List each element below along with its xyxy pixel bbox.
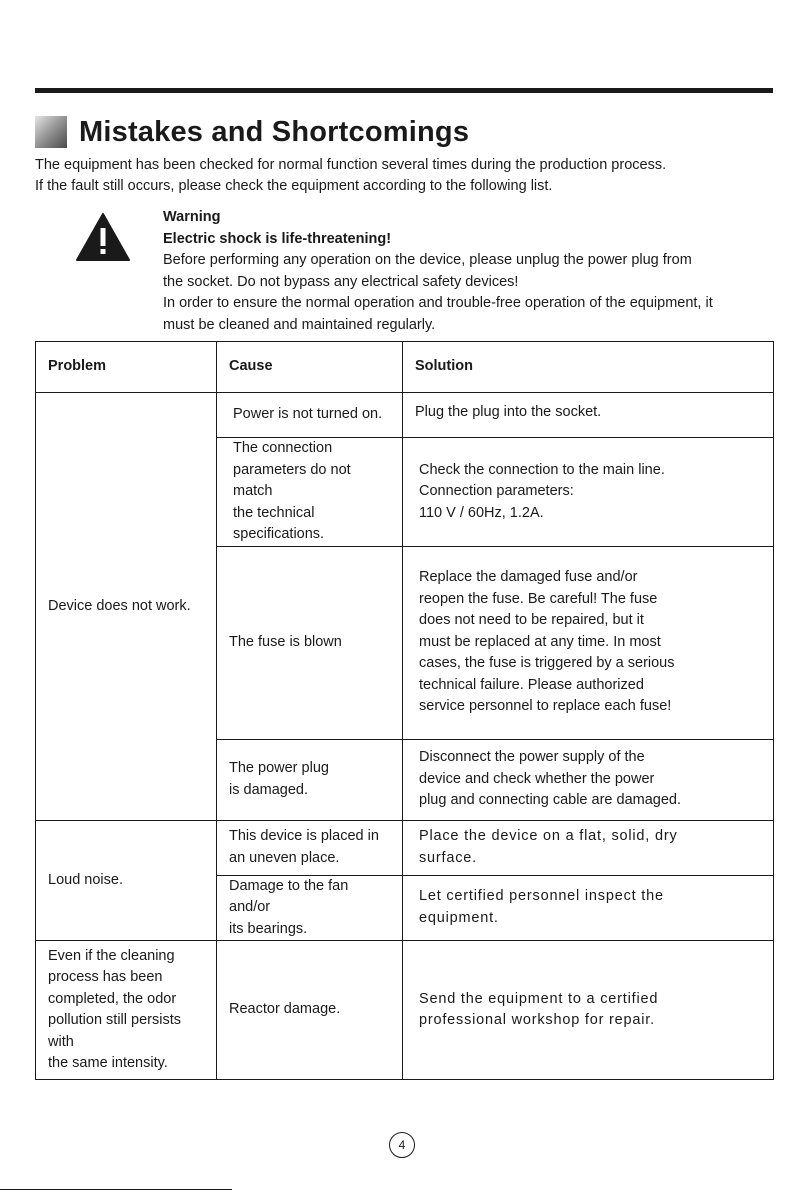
problem-line: completed, the odor [48, 990, 177, 1007]
intro-line-1: The equipment has been checked for normal function several times during the production process. [35, 157, 667, 173]
bottom-rule [0, 1189, 232, 1190]
cause-line: its bearings. [229, 920, 308, 937]
warning-line: must be cleaned and maintained regularly. [163, 316, 436, 333]
solution-cell [403, 820, 774, 875]
table-row [36, 393, 774, 438]
cause-line: Reactor damage. [229, 1001, 341, 1018]
cause-line: the technical [233, 504, 315, 521]
top-rule [35, 88, 773, 93]
cause-line: The power plug [229, 760, 329, 776]
solution-line: cases, the fuse is triggered by a serious [419, 655, 675, 672]
cause-line: The fuse is blown [229, 633, 342, 650]
solution-line: Check the connection to the main line. [419, 461, 665, 478]
problem-cell: Loud noise. [36, 820, 217, 941]
solution-line: must be replaced at any time. In most [419, 633, 661, 650]
solution-line: Connection parameters: [419, 483, 574, 499]
solution-cell [403, 875, 774, 941]
problem-line: the same intensity. [48, 1055, 168, 1071]
solution-line: reopen the fuse. Be careful! The fuse [419, 590, 658, 607]
cause-cell [217, 820, 403, 875]
solution-cell [403, 941, 774, 1080]
section-heading [35, 114, 469, 150]
cause-cell [217, 393, 403, 438]
cause-cell [217, 546, 403, 739]
solution-line: Place the device on a flat, solid, dry [419, 828, 678, 844]
table-row [36, 820, 774, 875]
solution-line: does not need to be repaired, but it [419, 612, 644, 629]
cause-line: The connection [233, 440, 333, 456]
cause-cell [217, 875, 403, 941]
problem-cell: Device does not work. [36, 393, 217, 821]
page-number: 4 [389, 1132, 415, 1158]
cause-line: Power is not turned on. [233, 406, 383, 423]
intro-line-2: If the fault still occurs, please check the equipment according to the following list. [35, 178, 553, 194]
problem-line: Even if the cleaning [48, 947, 175, 964]
header-solution: Solution [403, 342, 774, 393]
solution-line: 110 V / 60Hz, 1.2A. [419, 504, 544, 521]
warning-block [163, 207, 775, 336]
heading-square-icon [35, 116, 67, 148]
solution-line: surface. [419, 849, 477, 866]
warning-subheading: Electric shock is life-threatening! [163, 230, 392, 247]
cause-line: is damaged. [229, 781, 308, 798]
solution-line: Send the equipment to a certified [419, 990, 659, 1007]
warning-line: the socket. Do not bypass any electrical safety devices! [163, 273, 519, 290]
cause-line: Damage to the fan and/or [229, 877, 349, 915]
cause-cell [217, 438, 403, 547]
cause-cell [217, 941, 403, 1080]
cause-line: specifications. [233, 526, 325, 542]
header-cause: Cause [217, 342, 403, 393]
table-row [36, 941, 774, 1080]
problem-cell [36, 941, 217, 1080]
page-title: Mistakes and Shortcomings [79, 115, 470, 148]
solution-line: service personnel to replace each fuse! [419, 698, 672, 715]
solution-cell [403, 546, 774, 739]
cause-line: This device is placed in [229, 828, 379, 844]
solution-line: Plug the plug into the socket. [415, 404, 602, 420]
warning-line: In order to ensure the normal operation and trouble-free operation of the equipment, it [163, 295, 713, 311]
solution-line: equipment. [419, 909, 499, 926]
solution-line: device and check whether the power [419, 770, 655, 787]
warning-line: Before performing any operation on the device, please unplug the power plug from [163, 252, 692, 268]
solution-line: Replace the damaged fuse and/or [419, 569, 638, 586]
solution-cell [403, 393, 774, 438]
cause-line: an uneven place. [229, 849, 340, 866]
problem-line: pollution still persists with [48, 1012, 181, 1050]
troubleshooting-table [35, 341, 774, 1080]
cause-line: parameters do not match [233, 461, 351, 499]
solution-line: Let certified personnel inspect the [419, 888, 664, 905]
solution-cell [403, 739, 774, 820]
warning-triangle-icon [75, 212, 131, 262]
cause-cell [217, 739, 403, 820]
table-header-row [36, 342, 774, 393]
problem-line: process has been [48, 969, 163, 985]
solution-line: plug and connecting cable are damaged. [419, 792, 681, 809]
warning-heading: Warning [163, 209, 221, 225]
solution-cell [403, 438, 774, 547]
solution-line: technical failure. Please authorized [419, 676, 644, 693]
solution-line: Disconnect the power supply of the [419, 749, 645, 766]
header-problem: Problem [36, 342, 217, 393]
intro-text [35, 155, 666, 197]
solution-line: professional workshop for repair. [419, 1012, 655, 1028]
